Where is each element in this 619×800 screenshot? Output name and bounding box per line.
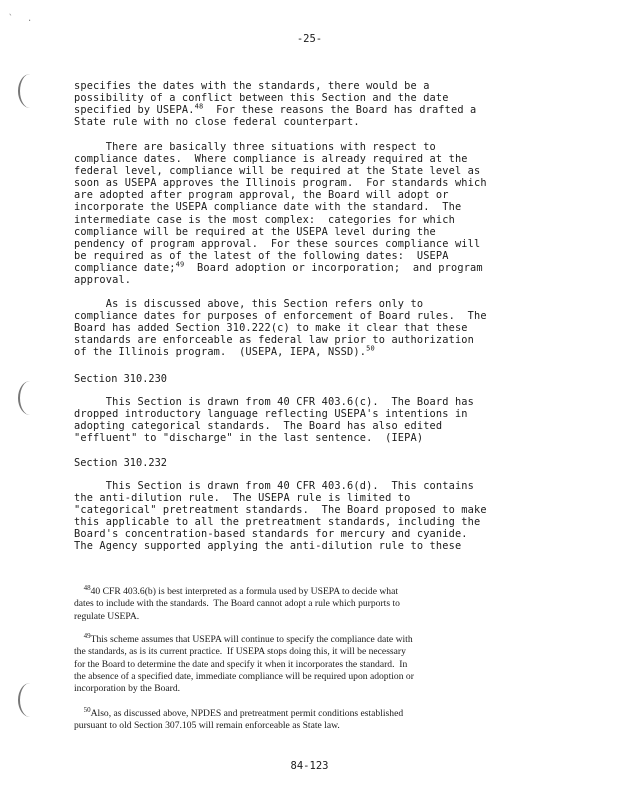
text-line: Board adoption or incorporation; and program <box>184 261 483 274</box>
footnote-49 <box>74 631 552 695</box>
paragraph-5 <box>74 480 554 553</box>
text-line: pendency of program approval. For these sources compliance will <box>74 237 481 250</box>
footnote-ref-49: 49 <box>175 260 185 269</box>
paragraph-4 <box>74 396 554 444</box>
footnote-number-49: 49 <box>83 631 91 640</box>
footnote-number-50: 50 <box>83 705 91 714</box>
text-line: adopting categorical standards. The Board has also edited <box>74 420 443 433</box>
text-line: compliance will be required at the USEPA level during the <box>74 225 436 238</box>
footnote-number-48: 48 <box>83 583 91 592</box>
footnote-line: for the Board to determine the date and specify it when it incorporates the standard. In <box>74 658 408 670</box>
text-line: For these reasons the Board has drafted a <box>203 104 477 117</box>
paragraph-2 <box>74 141 554 286</box>
section-heading-310-230: Section 310.230 <box>74 373 167 385</box>
text-line: intermediate case is the most complex: categories for which <box>74 213 455 226</box>
footnote-ref-50: 50 <box>366 344 375 353</box>
text-line: the anti-dilution rule. The USEPA rule is limited to <box>74 492 411 505</box>
text-line: As is discussed above, this Section refers only to <box>74 298 424 310</box>
text-line: The Agency supported applying the anti-dilution rule to these <box>74 540 462 553</box>
text-line: "categorical" pretreatment standards. The Board proposed to make <box>74 504 487 517</box>
paragraph-3 <box>74 298 554 358</box>
text-line: This Section is drawn from 40 CFR 403.6(c). The Board has <box>74 396 475 408</box>
footnote-line: the absence of a specified date, immediate compliance will be required upon adoption or <box>74 670 414 682</box>
text-line: possibility of a conflict between this Section and the date <box>74 92 449 105</box>
text-line: dropped introductory language reflecting USEPA's intentions in <box>74 408 468 421</box>
footnote-line: Also, as discussed above, NPDES and pretreatment permit conditions established <box>90 708 404 719</box>
text-line: incorporate the USEPA compliance date with the standard. The <box>74 201 462 214</box>
footnote-line: This scheme assumes that USEPA will continue to specify the compliance date with <box>90 634 413 645</box>
text-line: specified by USEPA. <box>74 104 195 117</box>
page-number-bottom: 84-123 <box>290 760 329 772</box>
text-line: approval. <box>74 274 132 287</box>
text-line: Board's concentration-based standards for mercury and cyanide. <box>74 528 468 541</box>
text-line: There are basically three situations with respect to <box>74 141 436 153</box>
punch-hole-middle <box>18 381 42 415</box>
text-line: compliance dates for purposes of enforcement of Board rules. The <box>74 310 487 323</box>
paragraph-1 <box>74 80 554 128</box>
text-line: federal level, compliance will be required at the State level as <box>74 165 481 178</box>
punch-hole-bottom <box>18 683 42 717</box>
footnote-48 <box>74 583 552 623</box>
text-line: compliance date; <box>74 261 176 274</box>
text-line: this applicable to all the pretreatment standards, including the <box>74 516 481 529</box>
footnote-50 <box>74 705 552 733</box>
text-line: compliance dates. Where compliance is already required at the <box>74 153 468 166</box>
text-line: Board has added Section 310.222(c) to make it clear that these <box>74 322 468 335</box>
text-line: soon as USEPA approves the Illinois program. For standards which <box>74 177 487 190</box>
footnote-ref-48: 48 <box>194 102 204 111</box>
footnote-line: regulate USEPA. <box>74 610 140 622</box>
text-line: be required as of the latest of the following dates: USEPA <box>74 249 449 262</box>
footnote-line: incorporation by the Board. <box>74 683 181 695</box>
text-line: of the Illinois program. (USEPA, IEPA, NSSD). <box>74 346 367 359</box>
text-line: "effluent" to "discharge" in the last sentence. (IEPA) <box>74 432 424 445</box>
footnote-line: 40 CFR 403.6(b) is best interpreted as a formula used by USEPA to decide what <box>90 586 398 597</box>
text-line: are adopted after program approval, the Board will adopt or <box>74 189 449 202</box>
footnote-line: the standards, as is its current practice. If USEPA stops doing this, it will be necessary <box>74 646 406 658</box>
scan-mark: ` . <box>8 14 37 24</box>
footnote-line: pursuant to old Section 307.105 will remain enforceable as State law. <box>74 720 340 732</box>
text-line: This Section is drawn from 40 CFR 403.6(d). This contains <box>74 480 475 492</box>
text-line: standards are enforceable as federal law prior to authorization <box>74 334 475 347</box>
punch-hole-top <box>18 74 42 108</box>
text-line: specifies the dates with the standards, there would be a <box>74 80 430 92</box>
page-number-top: -25- <box>296 33 323 45</box>
section-heading-310-232: Section 310.232 <box>74 457 167 469</box>
footnote-line: dates to include with the standards. The Board cannot adopt a rule which purports to <box>74 598 400 610</box>
text-line: State rule with no close federal counterpart. <box>74 116 360 129</box>
